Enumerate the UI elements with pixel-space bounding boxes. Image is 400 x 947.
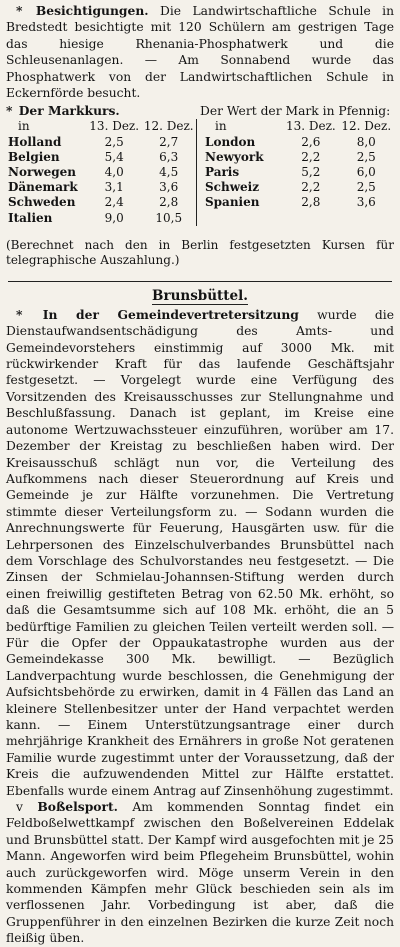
col-in: in bbox=[215, 119, 227, 134]
value-dec-12: 4,5 bbox=[159, 165, 179, 180]
value-dec-12: 6,3 bbox=[159, 149, 179, 164]
table-row bbox=[6, 195, 196, 210]
bullet-mark: * bbox=[16, 3, 23, 18]
article-heading: Boßelsport. bbox=[37, 799, 118, 815]
article-gemeindevertretersitzung bbox=[6, 307, 394, 799]
article-body: Die Landwirtschaftliche Schule in Bredstedt besichtigte mit 120 Schülern am gestrigen Tage das hiesige Rhenania-Phosphatwerk und die Schleusenanlagen. — Am Sonnabend wurde das Phosphatwerk von der Landwirtschaftlichen Schule in Eckernförde besucht. bbox=[6, 4, 394, 101]
country-name: Norwegen bbox=[8, 165, 77, 180]
value-dec-12: 10,5 bbox=[155, 210, 183, 225]
value-dec-12: 3,6 bbox=[356, 195, 376, 210]
article-body: Am kommenden Sonntag findet ein Feldboßelwettkampf zwischen den Boßelvereinen Eddelak und Brunsbüttel statt. Der Kampf wird ausgefochten mit je 25 Mann. Angeworfen wird beim Pflegeheim Brunsbüttel, wohin auch zurückgeworfen wird. Möge unserm Verein in den kommenden Kämpfen mehr Glück beschieden sein als im verflossenen Jahr. Vorbedingung ist aber, daß die Gruppenführer in den einzelnen Bezirken die kurze Zeit noch fleißig üben. bbox=[6, 800, 394, 946]
value-dec-12: 2,7 bbox=[159, 134, 179, 149]
table-row bbox=[203, 150, 394, 165]
article-body: wurde die Dienstaufwandsentschädigung des Amts- und Gemeindevorstehers einstimmig auf 3000 Mk. mit rückwirkender Kraft für das laufende Geschäftsjahr festgesetzt. — Vorgelegt wurde eine Verfügung des Vorsitzenden des Kreisausschusses zur Stellungnahme und Beschlußfassung. Danach ist geplant, im Kreise eine autonome Wertzuwachssteuer einzuführen, worüber am 17. Dezember der Kreistag zu beschließen haben wird. Der Kreisausschuß schlägt nun vor, die Verteilung des Aufkommens nach dieser Steuerordnung auf Kreis und Gemeinde je zur Hälfte vorzunehmen. Die Vertretung stimmte dieser Verteilungsform zu. — Sodann wurden die Anrechnungswerte für Feuerung, Hausgärten usw. für die Lehrpersonen des Einzelschulverbandes Brunsbüttel nach dem Vorschlage des Schulvorstandes neu festgesetzt. — Die Zinsen der Schmielau-Johannsen-Stiftung werden durch einen freiwillig gestifteten Betrag von 62.50 Mk. erhöht, so daß die Gesamtsumme sich auf 108 Mk. erhöht, die an 5 bedürftige Familien zu gleichen Teilen verteilt werden soll. — Für die Opfer der Oppaukatastrophe wurden aus der Gemeindekasse 300 Mk. bewilligt. — Bezüglich Landverpachtung wurde beschlossen, die Genehmigung der Aufsichtsbehörde zu erwirken, damit in 4 Fällen das Land an kleinere Stellenbesitzer unter der Hand verpachtet werden kann. — Einem Unterstützungsantrage einer durch mehrjährige Krankheit des Ernährers in große Not geratenen Familie wurde zugestimmt unter der Voraussetzung, daß der Kreis die aufzuwendenden Mittel zur Hälfte erstattet. Ebenfalls wurde einem Antrag auf Zinsenhöhung zugestimmt. bbox=[6, 307, 394, 798]
country-name: Newyork bbox=[205, 149, 264, 164]
value-dec-13: 5,4 bbox=[104, 149, 124, 164]
rates-note: (Berechnet nach den in Berlin festgesetzten Kursen für telegraphische Auszahlung.) bbox=[6, 237, 394, 268]
rates-left-column bbox=[6, 119, 197, 225]
table-row bbox=[203, 165, 394, 180]
value-dec-13: 5,2 bbox=[301, 165, 321, 180]
rates-right-body bbox=[203, 135, 394, 211]
value-dec-13: 2,8 bbox=[301, 195, 321, 210]
section-title: Brunsbüttel. bbox=[152, 287, 248, 304]
value-dec-13: 4,0 bbox=[104, 165, 124, 180]
table-row bbox=[203, 180, 394, 195]
country-name: Belgien bbox=[8, 149, 60, 164]
table-row bbox=[6, 150, 196, 165]
country-name: Schweiz bbox=[205, 180, 260, 195]
country-name: Paris bbox=[205, 165, 240, 180]
value-dec-13: 2,2 bbox=[301, 149, 321, 164]
table-header-row bbox=[203, 119, 394, 134]
table-row bbox=[203, 195, 394, 210]
article-bosselsport bbox=[6, 799, 394, 947]
table-row bbox=[6, 135, 196, 150]
value-dec-12: 2,5 bbox=[356, 180, 376, 195]
value-dec-12: 3,6 bbox=[159, 180, 179, 195]
value-dec-13: 2,5 bbox=[104, 134, 124, 149]
table-header-row bbox=[6, 119, 196, 134]
col-date-1: 13. Dez. bbox=[285, 119, 336, 134]
value-dec-12: 2,5 bbox=[356, 149, 376, 164]
table-row bbox=[6, 180, 196, 195]
rates-subheading: Der Wert der Mark in Pfennig: bbox=[200, 104, 391, 119]
rates-header bbox=[6, 103, 394, 119]
country-name: London bbox=[205, 134, 256, 149]
section-divider bbox=[8, 281, 392, 282]
table-row bbox=[6, 211, 196, 226]
country-name: Spanien bbox=[205, 195, 260, 210]
rates-right-column bbox=[197, 119, 394, 225]
value-dec-12: 2,8 bbox=[159, 195, 179, 210]
col-date-2: 12. Dez. bbox=[341, 119, 392, 134]
value-dec-12: 6,0 bbox=[356, 165, 376, 180]
article-heading: Besichtigungen. bbox=[35, 3, 149, 18]
value-dec-13: 2,2 bbox=[301, 180, 321, 195]
rates-left-body bbox=[6, 135, 196, 226]
value-dec-13: 9,0 bbox=[104, 210, 124, 225]
col-date-2: 12. Dez. bbox=[143, 119, 194, 134]
bullet-mark: * bbox=[16, 306, 23, 322]
article-heading: In der Gemeindevertretersitzung bbox=[42, 306, 299, 322]
article-besichtigungen bbox=[6, 3, 394, 101]
country-name: Italien bbox=[8, 210, 53, 225]
country-name: Holland bbox=[8, 134, 62, 149]
exchange-rates-table bbox=[6, 119, 394, 225]
bullet-mark: * bbox=[6, 103, 13, 119]
value-dec-12: 8,0 bbox=[356, 134, 376, 149]
col-in: in bbox=[18, 119, 30, 134]
col-date-1: 13. Dez. bbox=[89, 119, 140, 134]
article-mark: v bbox=[16, 800, 23, 815]
value-dec-13: 3,1 bbox=[104, 180, 124, 195]
table-row bbox=[6, 165, 196, 180]
value-dec-13: 2,4 bbox=[104, 195, 124, 210]
rates-heading: * Der Markkurs. bbox=[6, 103, 120, 119]
value-dec-13: 2,6 bbox=[301, 134, 321, 149]
country-name: Dänemark bbox=[8, 180, 78, 195]
country-name: Schweden bbox=[8, 195, 76, 210]
table-row bbox=[203, 135, 394, 150]
